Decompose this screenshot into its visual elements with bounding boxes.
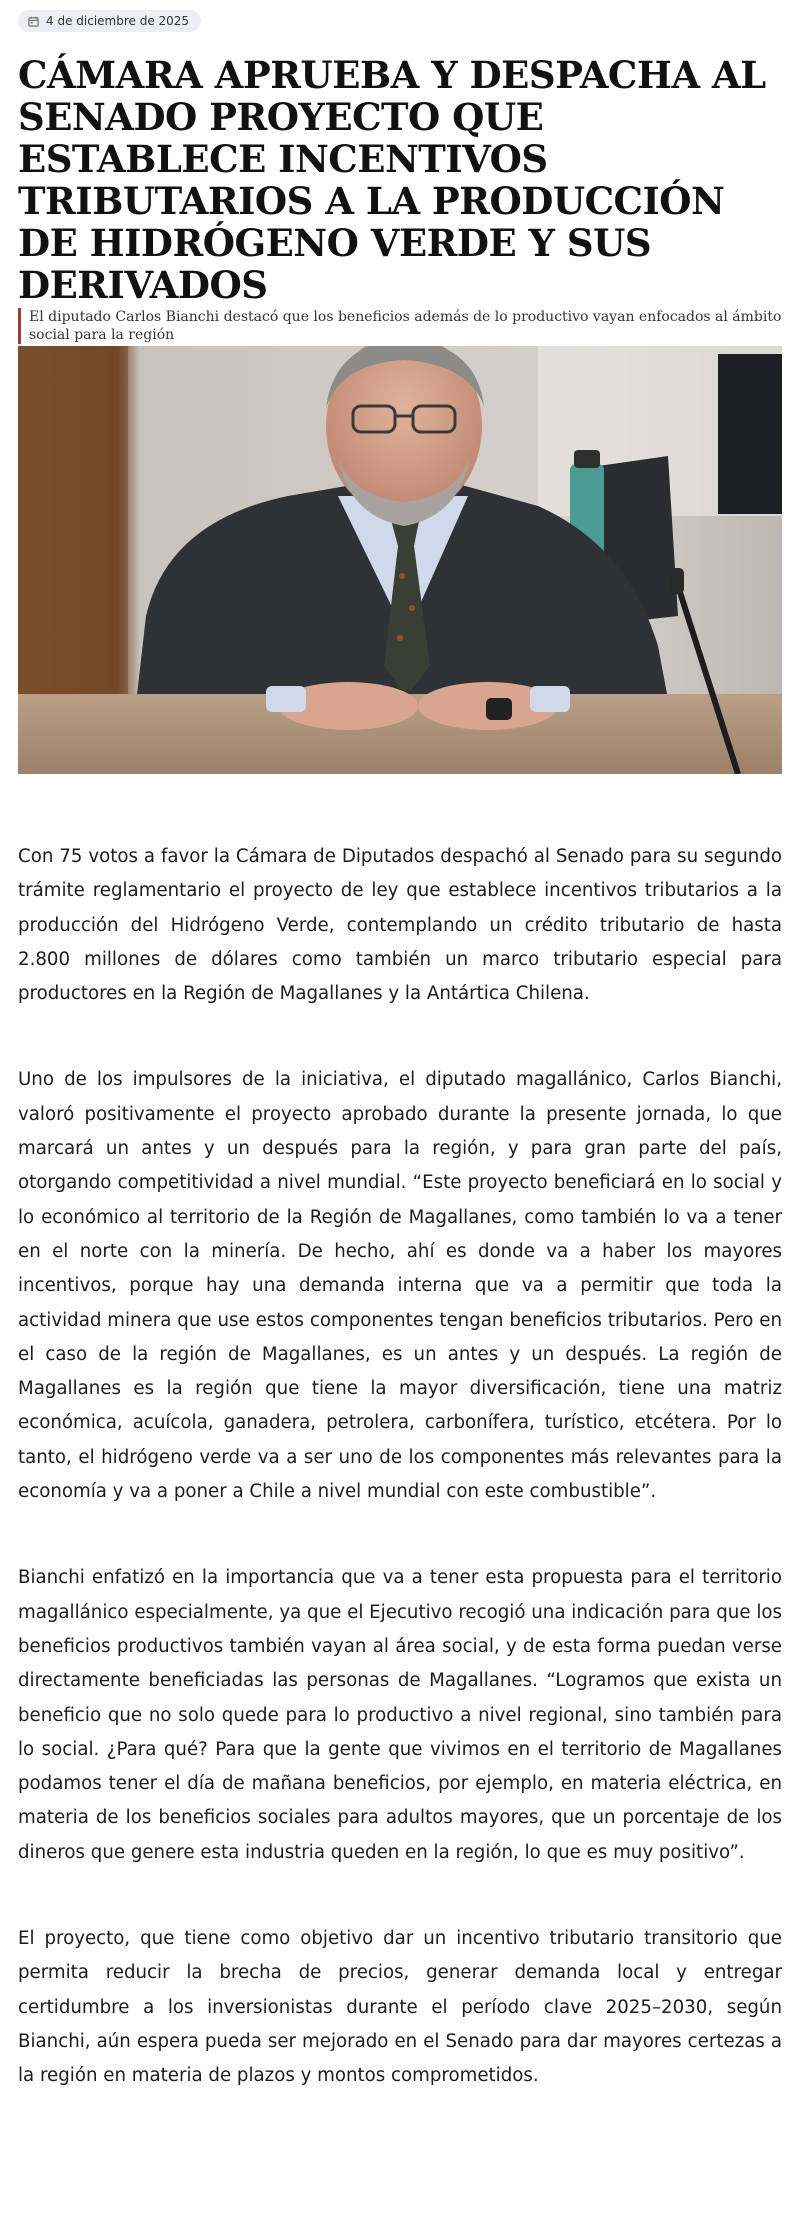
- date-badge: [18, 10, 201, 32]
- article-date: 4 de diciembre de 2025: [46, 14, 190, 28]
- article-headline: CÁMARA APRUEBA Y DESPACHA AL SENADO PROYECTO QUE ESTABLECE INCENTIVOS TRIBUTARIOS A LA PRODUCCIÓN DE HIDRÓGENO VERDE Y SUS DERIVADOS: [18, 53, 766, 307]
- calendar-icon: [28, 16, 39, 27]
- article-paragraph: Bianchi enfatizó en la importancia que va a tener esta propuesta para el territorio magallánico especialmente, ya que el Ejecutivo recogió una indicación para que los beneficios productivos también vayan al área social, y de esta forma puedan verse directamente beneficiadas las personas de Magallanes. “Logramos que exista un beneficio que no solo quede para lo productivo a nivel regional, sino también para lo social. ¿Para qué? Para que la gente que vivimos en el territorio de Magallanes podamos tener el día de mañana beneficios, por ejemplo, en materia eléctrica, en materia de los beneficios sociales para adultos mayores, que un porcentaje de los dineros que genere esta industria queden en la región, lo que es muy positivo”.: [18, 1567, 782, 1863]
- article-photo: [18, 346, 782, 774]
- article-paragraph: El proyecto, que tiene como objetivo dar un incentivo tributario transitorio que permita reducir la brecha de precios, generar demanda local y entregar certidumbre a los inversionistas durante el período clave 2025–2030, según Bianchi, aún espera pueda ser mejorado en el Senado para dar mayores certezas a la región en materia de plazos y montos comprometidos.: [18, 1928, 782, 2087]
- article-paragraph: Con 75 votos a favor la Cámara de Diputados despachó al Senado para su segundo trámite reglamentario el proyecto de ley que establece incentivos tributarios a la producción del Hidrógeno Verde, contemplando un crédito tributario de hasta 2.800 millones de dólares como también un marco tributario especial para productores en la Región de Magallanes y la Antártica Chilena.: [18, 846, 782, 1005]
- article-lead: El diputado Carlos Bianchi destacó que los beneficios además de lo productivo vayan enfocados al ámbito social para la región: [18, 308, 782, 344]
- article-paragraph: Uno de los impulsores de la iniciativa, el diputado magallánico, Carlos Bianchi, valoró positivamente el proyecto aprobado durante la presente jornada, lo que marcará un antes y un después para la región, y para gran parte del país, otorgando competitividad a nivel mundial. “Este proyecto beneficiará en lo social y lo económico al territorio de la Región de Magallanes, como también lo va a tener en el norte con la minería. De hecho, ahí es donde va a haber los mayores incentivos, porque hay una demanda interna que va a permitir que toda la actividad minera que use estos componentes tengan beneficios tributarios. Pero en el caso de la región de Magallanes, es un antes y un después. La región de Magallanes es la región que tiene la mayor diversificación, tiene una matriz económica, acuícola, ganadera, petrolera, carbonífera, turístico, etcétera. Por lo tanto, el hidrógeno verde va a ser uno de los componentes más relevantes para la economía y va a poner a Chile a nivel mundial con este combustible”.: [18, 1069, 782, 1503]
- article-body: [18, 840, 782, 2094]
